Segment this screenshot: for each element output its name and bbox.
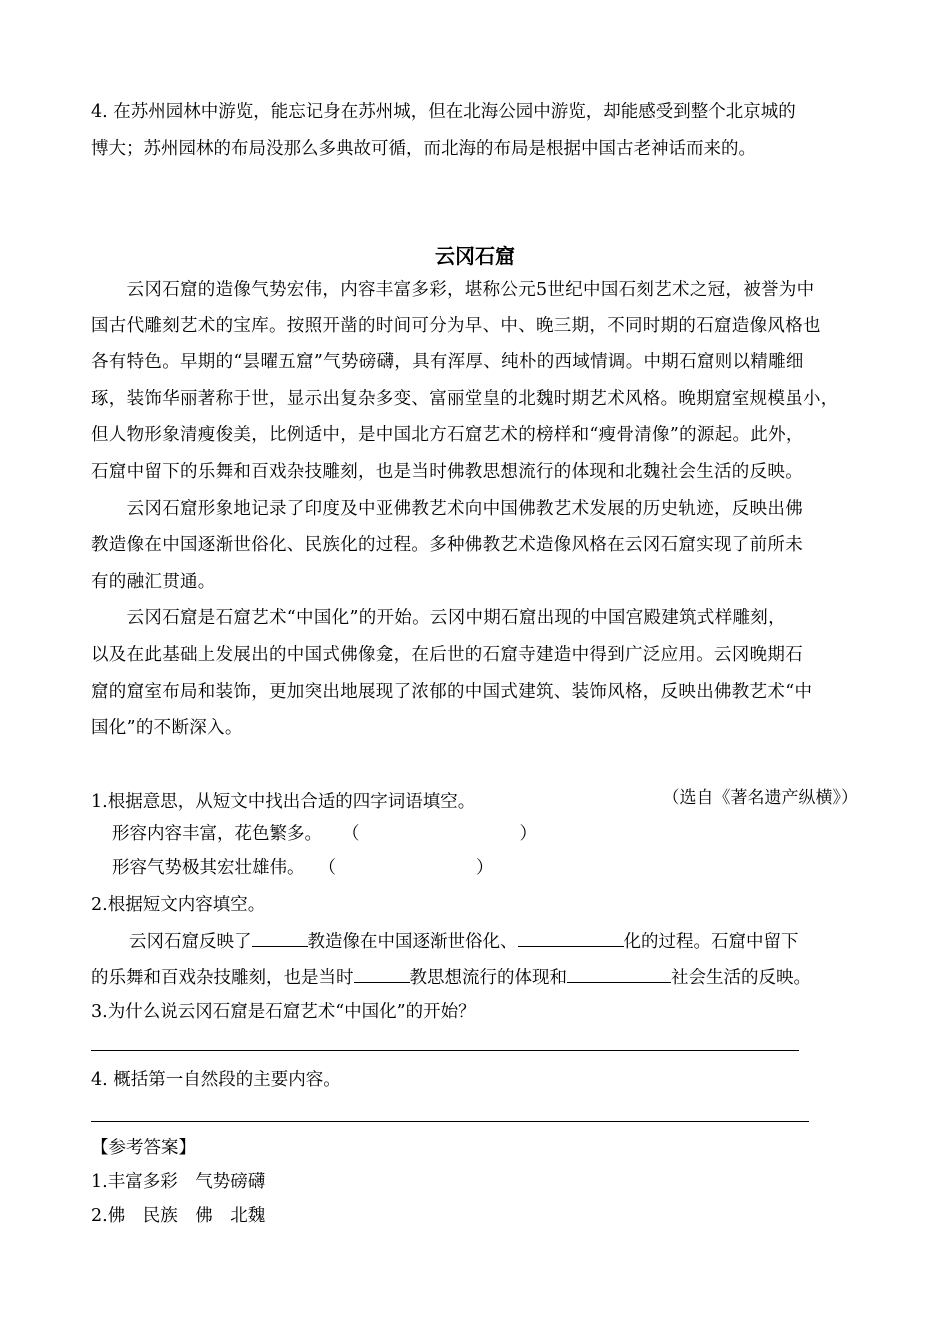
q2-line2-text-c: 社会生活的反映。 <box>671 968 811 988</box>
q2-line1-text-b: 教造像在中国逐渐世俗化、 <box>307 932 518 952</box>
p1-line-4: 琢，装饰华丽著称于世，显示出复杂多变、富丽堂皇的北魏时期艺术风格。晚期窟室规模虽小， <box>91 389 839 409</box>
q1-item-1-text: 形容内容丰富，花色繁多。 <box>112 824 322 844</box>
q1-item-2 <box>112 856 494 880</box>
q4-answer-line[interactable] <box>91 1121 809 1122</box>
q2-prompt: 2.根据短文内容填空。 <box>91 895 266 915</box>
q1-prompt: 1.根据意思，从短文中找出合适的四字词语填空。 <box>91 792 476 812</box>
p2-line-2: 教造像在中国逐渐世俗化、民族化的过程。多种佛教艺术造像风格在云冈石窟实现了前所未 <box>91 535 803 555</box>
source-citation: （选自《著名遗产纵横》） <box>662 788 858 808</box>
q2-blank-4[interactable] <box>567 964 671 983</box>
q2-line-2 <box>91 964 811 990</box>
q1-item-2-close-paren: ） <box>476 858 494 878</box>
q2-line1-text-c: 化的过程。石窟中留下 <box>623 932 799 952</box>
q2-line2-text-b: 教思想流行的体现和 <box>409 968 567 988</box>
answer-2: 2.佛 民族 佛 北魏 <box>91 1206 266 1226</box>
p2-line-3: 有的融汇贯通。 <box>91 572 216 592</box>
q2-blank-3[interactable] <box>354 964 410 983</box>
p1-line-1: 云冈石窟的造像气势宏伟，内容丰富多彩，堪称公元5世纪中国石刻艺术之冠，被誉为中 <box>91 280 815 300</box>
p3-line-4: 国化”的不断深入。 <box>91 718 243 738</box>
q2-blank-2[interactable] <box>518 928 624 947</box>
p3-line-1: 云冈石窟是石窟艺术“中国化”的开始。云冈中期石窟出现的中国宫殿建筑式样雕刻， <box>91 608 786 628</box>
q2-line1-text-a: 云冈石窟反映了 <box>129 932 252 952</box>
q1-item-1 <box>112 822 537 846</box>
p1-line-2: 国古代雕刻艺术的宝库。按照开凿的时间可分为早、中、晚三期，不同时期的石窟造像风格也 <box>91 316 821 336</box>
p1-line-5: 但人物形象清瘦俊美，比例适中，是中国北方石窟艺术的榜样和“瘦骨清像”的源起。此外， <box>91 425 804 445</box>
article-title: 云冈石窟 <box>435 244 515 268</box>
prev-item-line-1: 4. 在苏州园林中游览，能忘记身在苏州城，但在北海公园中游览，却能感受到整个北京城的 <box>91 102 796 122</box>
p1-line-6: 石窟中留下的乐舞和百戏杂技雕刻，也是当时佛教思想流行的体现和北魏社会生活的反映。 <box>91 462 803 482</box>
q1-item-1-close-paren: ） <box>519 824 537 844</box>
q2-line-1 <box>129 928 799 954</box>
q2-line2-text-a: 的乐舞和百戏杂技雕刻，也是当时 <box>91 968 354 988</box>
q4-prompt: 4. 概括第一自然段的主要内容。 <box>91 1070 341 1090</box>
p3-line-3: 窟的窟室布局和装饰，更加突出地展现了浓郁的中国式建筑、装饰风格，反映出佛教艺术“中 <box>91 682 813 702</box>
q1-item-2-open-paren: （ <box>318 858 336 878</box>
answer-1: 1.丰富多彩 气势磅礴 <box>91 1172 266 1192</box>
q1-item-2-text: 形容气势极其宏壮雄伟。 <box>112 858 305 878</box>
prev-item-line-2: 博大；苏州园林的布局没那么多典故可循，而北海的布局是根据中国古老神话而来的。 <box>91 139 756 159</box>
q3-answer-line[interactable] <box>91 1050 799 1051</box>
p1-line-3: 各有特色。早期的“昙曜五窟”气势磅礴，具有浑厚、纯朴的西域情调。中期石窟则以精雕细 <box>91 352 804 372</box>
p2-line-1: 云冈石窟形象地记录了印度及中亚佛教艺术向中国佛教艺术发展的历史轨迹，反映出佛 <box>91 499 803 519</box>
q2-blank-1[interactable] <box>252 928 308 947</box>
answers-header: 【参考答案】 <box>91 1138 196 1158</box>
p3-line-2: 以及在此基础上发展出的中国式佛像龛，在后世的石窟寺建造中得到广泛应用。云冈晚期石 <box>91 645 803 665</box>
q1-item-1-open-paren: （ <box>342 824 360 844</box>
q3-prompt: 3.为什么说云冈石窟是石窟艺术“中国化”的开始？ <box>91 1002 476 1022</box>
